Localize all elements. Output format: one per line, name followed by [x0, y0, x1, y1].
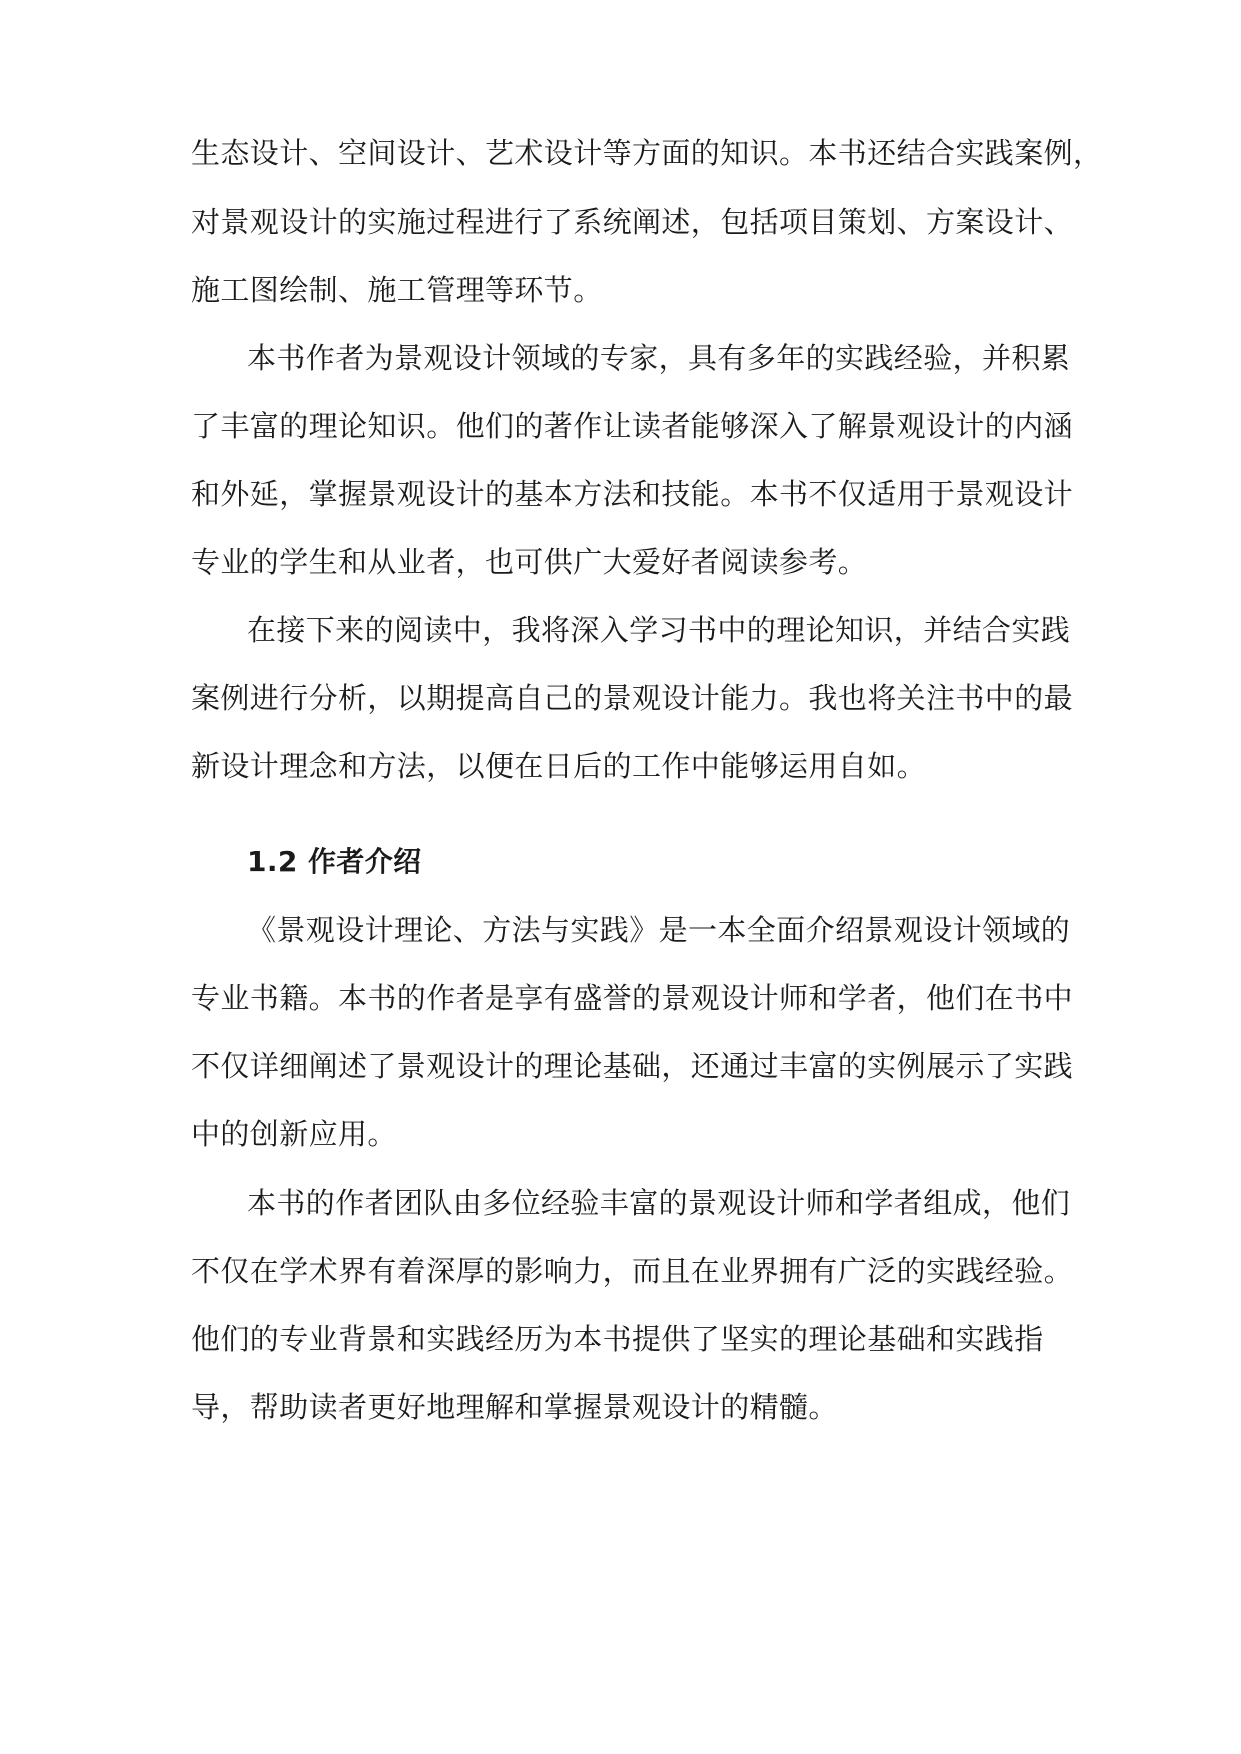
paragraph-4-line-2: 专业书籍。本书的作者是享有盛誉的景观设计师和学者，他们在书中 [191, 981, 1074, 1015]
paragraph-2-line-4: 专业的学生和从业者，也可供广大爱好者阅读参考。 [191, 545, 868, 579]
paragraph-4-line-1: 《景观设计理论、方法与实践》是一本全面介绍景观设计领域的 [247, 913, 1071, 947]
paragraph-1-line-3: 施工图绘制、施工管理等环节。 [191, 273, 603, 307]
paragraph-2-line-3: 和外延，掌握景观设计的基本方法和技能。本书不仅适用于景观设计 [191, 477, 1074, 511]
paragraph-5-line-3: 他们的专业背景和实践经历为本书提供了坚实的理论基础和实践指 [191, 1322, 1044, 1356]
paragraph-5-line-4: 导，帮助读者更好地理解和掌握景观设计的精髓。 [191, 1390, 838, 1424]
paragraph-1-line-2: 对景观设计的实施过程进行了系统阐述，包括项目策划、方案设计、 [191, 205, 1074, 239]
paragraph-3-line-2: 案例进行分析，以期提高自己的景观设计能力。我也将关注书中的最 [191, 681, 1074, 715]
paragraph-3-line-1: 在接下来的阅读中，我将深入学习书中的理论知识，并结合实践 [247, 613, 1071, 647]
paragraph-3-line-3: 新设计理念和方法，以便在日后的工作中能够运用自如。 [191, 749, 927, 783]
paragraph-4-line-4: 中的创新应用。 [191, 1117, 397, 1151]
paragraph-2-line-2: 了丰富的理论知识。他们的著作让读者能够深入了解景观设计的内涵 [191, 409, 1074, 443]
section-heading: 1.2 作者介绍 [247, 845, 422, 878]
paragraph-5-line-1: 本书的作者团队由多位经验丰富的景观设计师和学者组成，他们 [247, 1186, 1071, 1220]
paragraph-5-line-2: 不仅在学术界有着深厚的影响力，而且在业界拥有广泛的实践经验。 [191, 1254, 1074, 1288]
paragraph-1-line-1: 生态设计、空间设计、艺术设计等方面的知识。本书还结合实践案例， [191, 136, 1103, 170]
paragraph-4-line-3: 不仅详细阐述了景观设计的理论基础，还通过丰富的实例展示了实践 [191, 1049, 1074, 1083]
paragraph-2-line-1: 本书作者为景观设计领域的专家，具有多年的实践经验，并积累 [247, 341, 1071, 375]
